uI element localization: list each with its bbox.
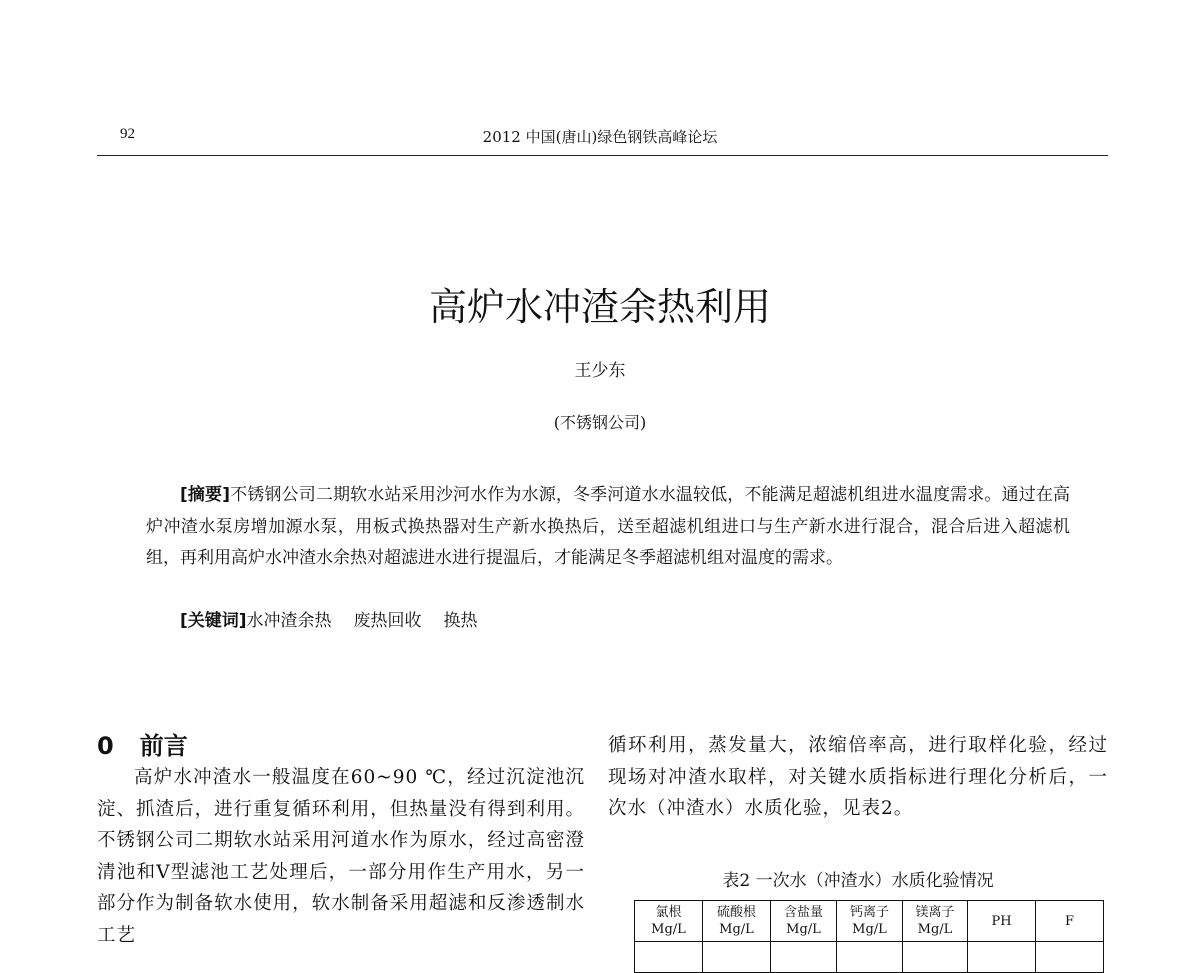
table-row xyxy=(635,942,1104,973)
table-caption: 表2 一次水（冲渣水）水质化验情况 xyxy=(722,871,994,891)
header-cell: F xyxy=(1036,901,1104,942)
keyword: 换热 xyxy=(443,611,478,631)
author: 王少东 xyxy=(574,361,626,381)
keywords xyxy=(146,606,500,631)
header-cell: 氯根 Mg/L xyxy=(635,901,703,942)
header-cell: 镁离子 Mg/L xyxy=(903,901,968,942)
affiliation: (不锈钢公司) xyxy=(553,413,647,432)
section-number: 0 xyxy=(97,732,114,760)
section-title: 前言 xyxy=(139,732,188,760)
header-cell: 硫酸根 Mg/L xyxy=(703,901,771,942)
header-cell: 钙离子 Mg/L xyxy=(837,901,903,942)
abstract-label: [摘要] xyxy=(180,485,230,505)
section-body: 高炉水冲渣水一般温度在60~90 ℃，经过沉淀池沉淀、抓渣后，进行重复循环利用，但热量没有得到利用。不锈钢公司二期软水站采用河道水作为原水，经过高密澄清池和V型滤池工艺处理后，一部分用作生产用水，另一部分作为制备软水使用，软水制备采用超滤和反渗透制水工艺 xyxy=(97,767,585,946)
keywords-label: [关键词] xyxy=(180,611,247,631)
right-column-text: 循环利用，蒸发量大，浓缩倍率高，进行取样化验，经过现场对冲渣水取样，对关键水质指标进行理化分析后，一次水（冲渣水）水质化验，见表2。 xyxy=(608,735,1108,820)
abstract xyxy=(146,480,1070,575)
header-cell: PH xyxy=(968,901,1036,942)
table-header-row xyxy=(635,901,1104,942)
running-header: 2012 中国(唐山)绿色钢铁高峰论坛 xyxy=(482,128,718,146)
section-heading xyxy=(97,726,214,761)
water-quality-table xyxy=(634,900,1104,973)
keyword: 水冲渣余热 xyxy=(246,611,332,631)
header-rule xyxy=(97,155,1108,156)
abstract-text: 不锈钢公司二期软水站采用沙河水作为水源，冬季河道水水温较低，不能满足超滤机组进水温度需求。通过在高炉冲渣水泵房增加源水泵，用板式换热器对生产新水换热后，送至超滤机组进口与生产新水进行混合，混合后进入超滤机组，再利用高炉水冲渣水余热对超滤进水进行提温后，才能满足冬季超滤机组对温度的需求。 xyxy=(146,485,1071,568)
keyword: 废热回收 xyxy=(353,611,422,631)
page-number: 92 xyxy=(120,126,135,142)
header-cell: 含盐量 Mg/L xyxy=(771,901,837,942)
paper-title: 高炉水冲渣余热利用 xyxy=(428,285,771,329)
